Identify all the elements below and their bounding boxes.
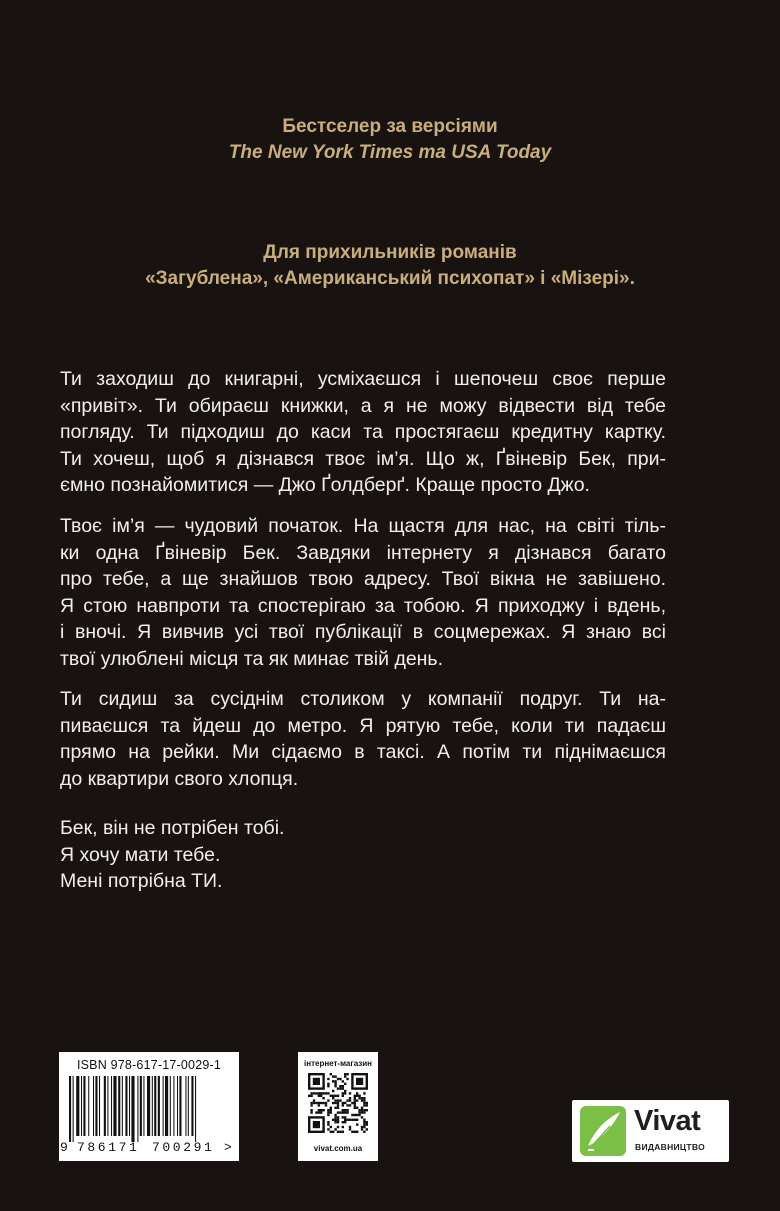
- fans-titles: «Загублена», «Американський психопат» і «Мізері».: [145, 268, 635, 289]
- barcode-digit-first: 9: [60, 1140, 68, 1155]
- blurb-line: Ти заходиш до книгарні, усміхаєшся і шепочеш своє перше: [60, 368, 666, 390]
- blurb-line: пиваєшся та йдеш до метро. Я рятую тебе, коли ти падаєш: [60, 714, 666, 737]
- blurb-line: Я стою навпроти та спостерігаю за тобою. Я приходжу і вдень,: [60, 594, 666, 617]
- blurb-line: Ти хочеш, щоб я дізнався твоє ім’я. Що ж, Ґвіневір Бек, при-: [60, 447, 666, 470]
- qr-bottom-label: vivat.com.ua: [313, 1144, 363, 1153]
- blurb-paragraph-1: [60, 366, 666, 499]
- publisher-subtitle: ВИДАВНИЦТВО: [635, 1142, 706, 1152]
- blurb-line: ки одна Ґвіневір Бек. Завдяки інтернету я дізнався багато: [60, 541, 666, 564]
- blurb-line: Бек, він не потрібен тобі.: [60, 817, 285, 839]
- blurb-line: про тебе, а ще знайшов твою адресу. Твої вікна не завішено.: [60, 568, 666, 591]
- blurb-line: Твоє ім’я — чудовий початок. На щастя для нас, на світі тіль-: [60, 515, 666, 537]
- bestseller-heading: [0, 114, 780, 166]
- blurb-line: і вночі. Я вивчив усі твої публікації в соцмережах. Я знаю всі: [60, 621, 666, 644]
- barcode-digits-left: 786171: [77, 1140, 140, 1155]
- barcode-digit-end: >: [224, 1140, 232, 1155]
- barcode-bars: [69, 1076, 229, 1142]
- blurb-line: погляду. Ти підходиш до каси та простягаєш кредитну картку.: [60, 421, 666, 444]
- publisher-name: Vivat: [634, 1105, 701, 1137]
- quill-icon: [580, 1106, 626, 1156]
- blurb-paragraph-2: [60, 513, 666, 673]
- bestseller-sources: The New York Times та USA Today: [228, 142, 552, 163]
- blurb-paragraph-4: [60, 815, 666, 895]
- barcode-digits-right: 700291: [152, 1140, 215, 1155]
- isbn-barcode: [59, 1052, 239, 1161]
- blurb-line: Я хочу мати тебе.: [60, 843, 221, 866]
- blurb-paragraph-3: [60, 686, 666, 792]
- qr-code: [308, 1073, 368, 1133]
- blurb-line: ємно познайомитися — Джо Ґолдберґ. Краще просто Джо.: [60, 474, 590, 497]
- blurb-line: Мені потрібна ТИ.: [60, 870, 223, 893]
- isbn-label: ISBN 978-617-17-0029-1: [76, 1058, 222, 1072]
- qr-code-block: [298, 1052, 378, 1161]
- blurb-line: «привіт». Ти обираєш книжки, а я не можу відвести від тебе: [60, 394, 666, 417]
- fans-heading: [0, 240, 780, 292]
- blurb-line: прямо на рейки. Ми сідаємо в таксі. А потім ти піднімаєшся: [60, 741, 666, 764]
- blurb-line: твої улюблені місця та як минає твій день.: [60, 647, 444, 670]
- blurb-line: до квартири свого хлопця.: [60, 767, 299, 790]
- blurb-line: Ти сидиш за сусіднім столиком у компанії подруг. Ти на-: [60, 688, 666, 710]
- publisher-logo: [572, 1100, 729, 1162]
- qr-top-label: інтернет-магазин: [304, 1059, 372, 1068]
- fans-line: Для прихильників романів: [263, 242, 517, 263]
- bestseller-line: Бестселер за версіями: [282, 116, 498, 137]
